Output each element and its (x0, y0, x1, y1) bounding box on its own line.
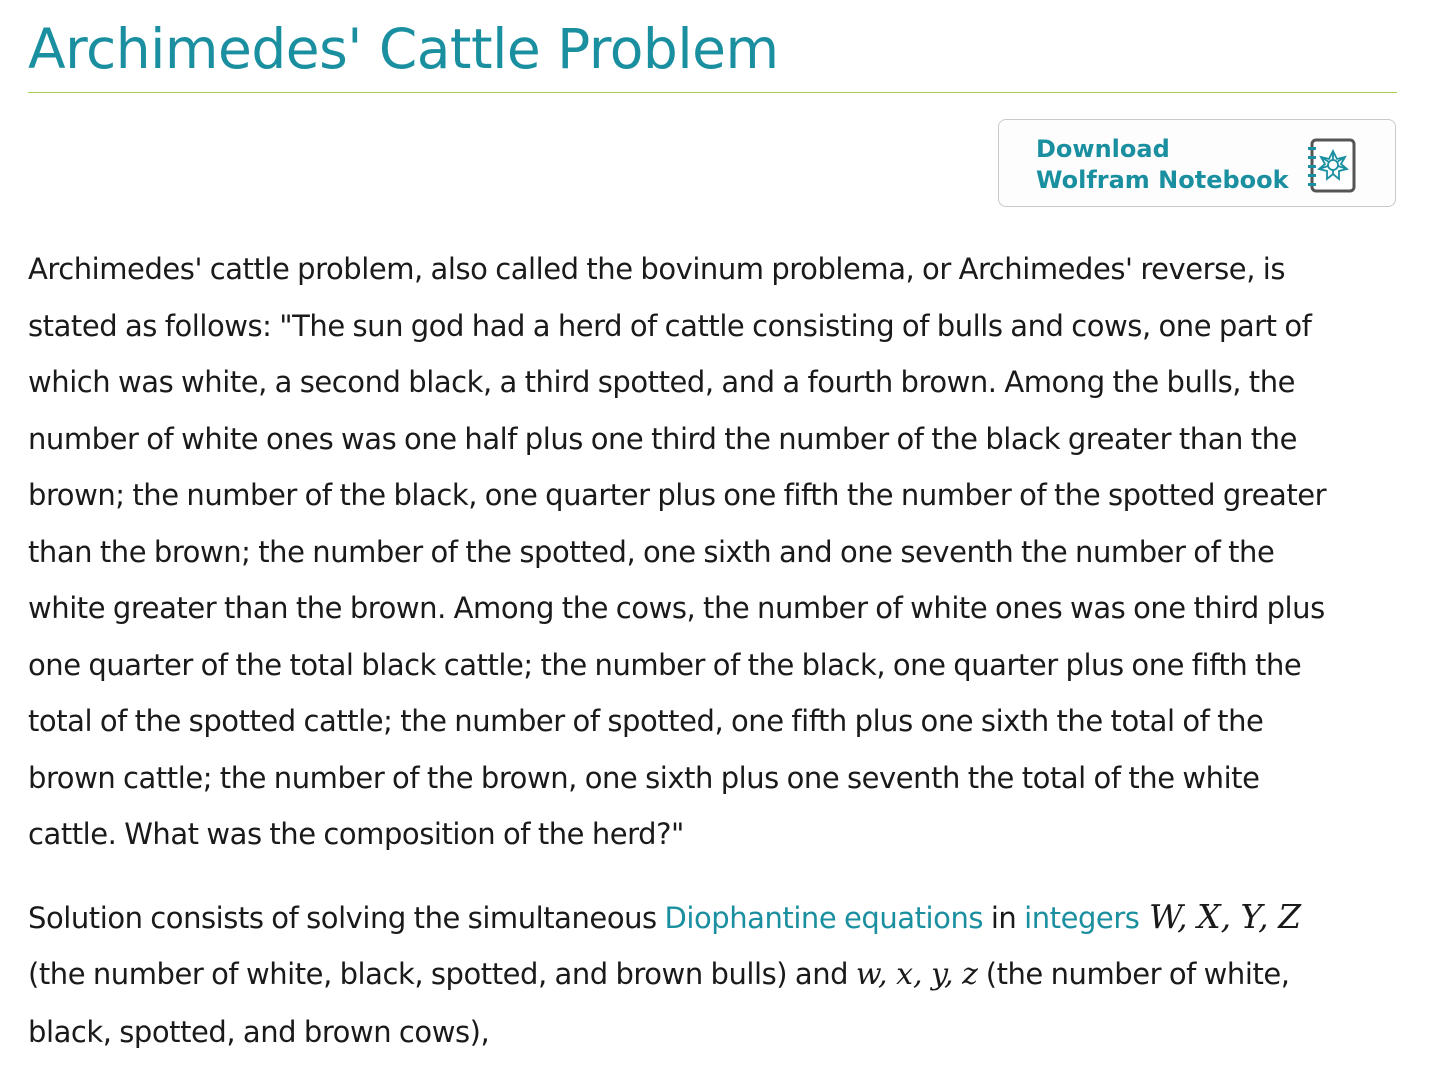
solution-line-1 (28, 889, 1398, 947)
solution-paragraph (28, 889, 1398, 1061)
solution-text: in (983, 900, 1025, 935)
diophantine-equations-link[interactable]: Diophantine equations (664, 900, 984, 935)
download-notebook-label[interactable] (1036, 134, 1289, 196)
download-label-line2[interactable]: Wolfram Notebook (1036, 166, 1289, 194)
solution-text: Solution consists of solving the simultaneous (28, 900, 665, 935)
text-line: cattle. What was the composition of the herd?" (28, 817, 684, 851)
text-line: one quarter of the total black cattle; the number of the black, one quarter plus one fifth the (28, 647, 1302, 682)
page-title: Archimedes' Cattle Problem (28, 17, 779, 81)
solution-line-2 (28, 946, 1398, 1004)
solution-line-3: black, spotted, and brown cows), (28, 1014, 490, 1049)
text-line: stated as follows: "The sun god had a herd of cattle consisting of bulls and cows, one part of (28, 308, 1312, 343)
text-line: Archimedes' cattle problem, also called the bovinum problema, or Archimedes' reverse, is (28, 252, 1285, 286)
download-notebook-button[interactable] (998, 119, 1396, 207)
text-line: number of white ones was one half plus one third the number of the black greater than the (28, 421, 1297, 456)
wolfram-notebook-icon[interactable] (1305, 138, 1357, 194)
bull-variables-math: W, X, Y, Z (1139, 896, 1302, 936)
integers-link[interactable]: integers (1024, 900, 1140, 935)
text-line: brown cattle; the number of the brown, one sixth plus one seventh the total of the white (28, 760, 1260, 795)
text-line: total of the spotted cattle; the number of spotted, one fifth plus one sixth the total of the (28, 704, 1264, 738)
problem-statement-paragraph (28, 241, 1398, 863)
text-line: which was white, a second black, a third spotted, and a fourth brown. Among the bulls, the (28, 365, 1296, 399)
article (28, 0, 1398, 1060)
download-label-line1[interactable]: Download (1036, 135, 1170, 163)
cow-variables-math: w, x, y, z (855, 957, 978, 992)
text-line: white greater than the brown. Among the cows, the number of white ones was one third plus (28, 591, 1325, 625)
download-row (28, 93, 1398, 241)
solution-text: (the number of white, black, spotted, and brown bulls) and (28, 957, 856, 991)
solution-text: (the number of white, (977, 957, 1290, 991)
text-line: than the brown; the number of the spotted, one sixth and one seventh the number of the (28, 534, 1275, 569)
text-line: brown; the number of the black, one quarter plus one fifth the number of the spotted greater (28, 478, 1327, 512)
